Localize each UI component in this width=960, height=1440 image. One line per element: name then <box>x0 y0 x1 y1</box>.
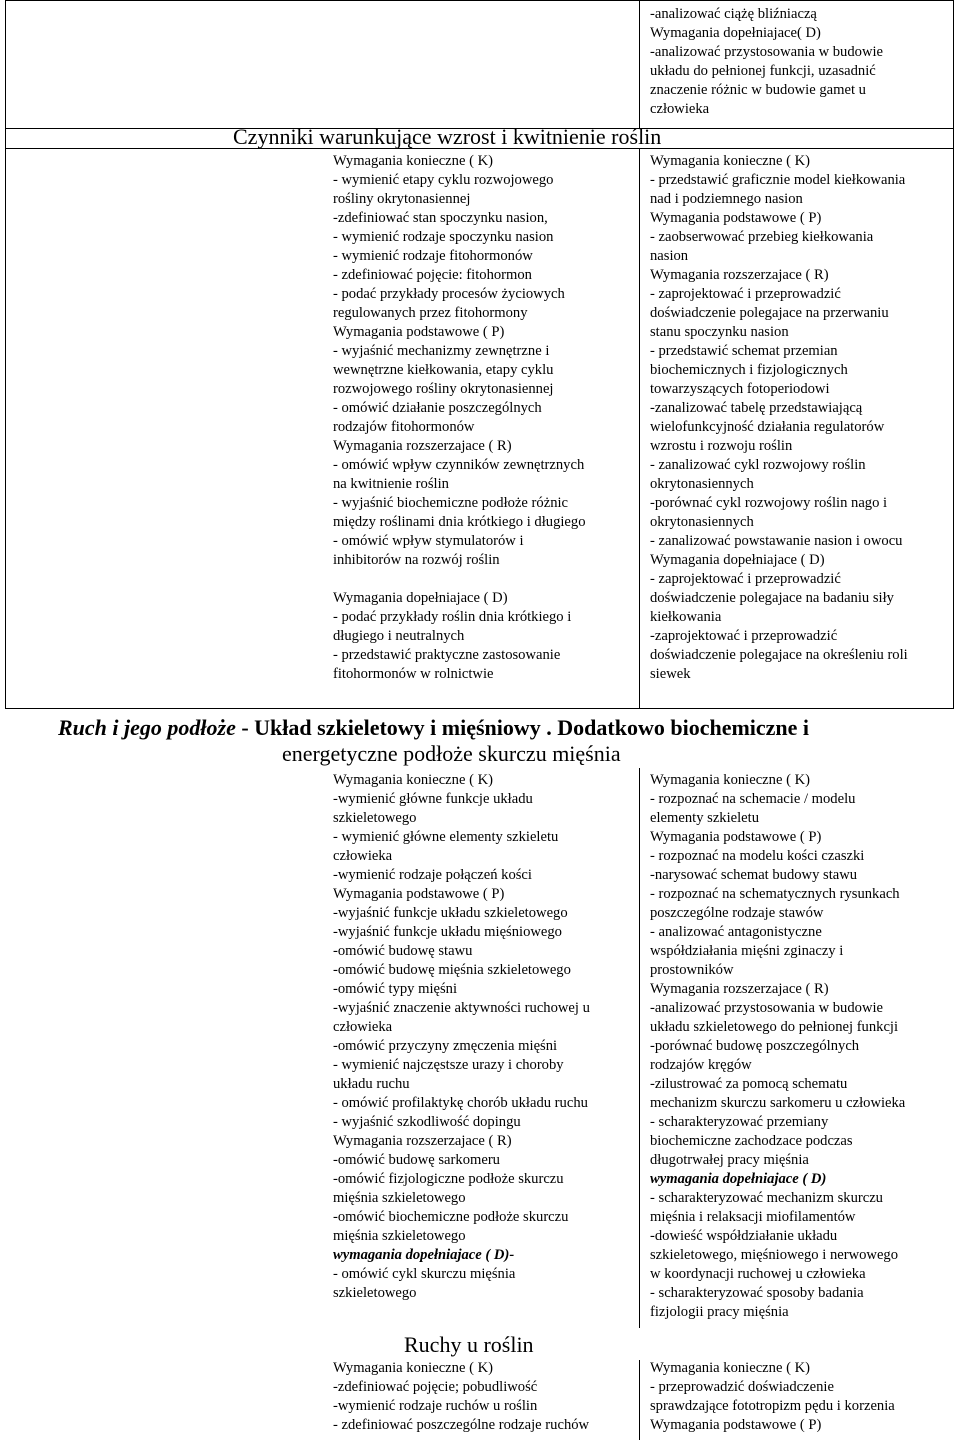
row-border-s1-bottom <box>5 708 954 709</box>
requirement-line: szkieletowego <box>333 1285 417 1301</box>
requirement-line: biochemicznych i fizjologicznych <box>650 362 848 378</box>
requirement-line: znaczenie różnic w budowie gamet u <box>650 82 866 98</box>
requirement-line: - zanalizować powstawanie nasion i owocu <box>650 533 903 549</box>
requirement-line: prostowników <box>650 962 734 978</box>
requirement-line: - scharakteryzować przemiany <box>650 1114 829 1130</box>
requirement-line: - wymienić etapy cyklu rozwojowego <box>333 172 554 188</box>
requirement-line: nasion <box>650 248 689 264</box>
requirement-line: między roślinami dnia krótkiego i długiego <box>333 514 586 530</box>
requirement-line: - omówić profilaktykę chorób układu ruchu <box>333 1095 588 1111</box>
requirement-line: - rozpoznać na schemacie / modelu <box>650 791 856 807</box>
requirement-line: okrytonasiennych <box>650 514 754 530</box>
requirement-line: - rozpoznać na modelu kości czaszki <box>650 848 865 864</box>
requirement-line: na kwitnienie roślin <box>333 476 449 492</box>
requirement-line: - zaprojektować i przeprowadzić <box>650 571 841 587</box>
requirement-line: -porównać cykl rozwojowy roślin nago i <box>650 495 888 511</box>
requirement-line: nad i podziemnego nasion <box>650 191 803 207</box>
requirement-line: -narysować schemat budowy stawu <box>650 867 858 883</box>
requirement-line: -wyjaśnić znaczenie aktywności ruchowej u <box>333 1000 590 1016</box>
requirement-line: - analizować antagonistyczne <box>650 924 822 940</box>
requirement-line: - scharakteryzować mechanizm skurczu <box>650 1190 883 1206</box>
requirement-level-heading: Wymagania dopełniajace( D) <box>650 25 821 41</box>
requirement-level-heading: Wymagania dopełniajace ( D) <box>650 552 825 568</box>
requirement-line: -wyjaśnić funkcje układu mięśniowego <box>333 924 562 940</box>
requirement-line: okrytonasiennych <box>650 476 754 492</box>
growth-right-column <box>650 152 908 684</box>
growth-left-column <box>333 152 586 684</box>
requirement-line: -omówić biochemiczne podłoże skurczu <box>333 1209 569 1225</box>
requirement-line: mięśnia i relaksacji miofilamentów <box>650 1209 856 1225</box>
requirement-line: -omówić typy mięśni <box>333 981 458 997</box>
column-divider-top <box>639 0 640 128</box>
requirement-line: - omówić cykl skurczu mięśnia <box>333 1266 516 1282</box>
requirement-line: -analizować przystosowania w budowie <box>650 44 884 60</box>
requirement-line: - wyjaśnić szkodliwość dopingu <box>333 1114 521 1130</box>
requirement-line: - scharakteryzować sposoby badania <box>650 1285 864 1301</box>
requirement-line: -porównać budowę poszczególnych <box>650 1038 860 1054</box>
requirement-level-heading: Wymagania rozszerzajace ( R) <box>333 1133 512 1149</box>
section-title-rest: - Układ szkieletowy i mięśniowy . Dodatkowo biochemiczne i <box>235 715 810 740</box>
requirement-line: mięśnia szkieletowego <box>333 1228 466 1244</box>
requirement-line: -analizować ciążę bliźniaczą <box>650 6 817 22</box>
section-title-plant-movements: Ruchy u roślin <box>404 1332 534 1357</box>
column-divider-s1 <box>639 148 640 708</box>
requirement-line: mięśnia szkieletowego <box>333 1190 466 1206</box>
requirement-line: - przeprowadzić doświadczenie <box>650 1379 834 1395</box>
requirement-line: - przedstawić graficznie model kiełkowania <box>650 172 906 188</box>
requirement-line: sprawdzające fototropizm pędu i korzenia <box>650 1398 895 1414</box>
requirement-level-heading: Wymagania konieczne ( K) <box>650 772 810 788</box>
requirement-line: regulowanych przez fitohormony <box>333 305 528 321</box>
requirement-line: -omówić przyczyny zmęczenia mięśni <box>333 1038 558 1054</box>
requirement-line: - wyjaśnić biochemiczne podłoże różnic <box>333 495 569 511</box>
requirement-line: siewek <box>650 666 691 682</box>
requirement-line: - zdefiniować pojęcie: fitohormon <box>333 267 532 283</box>
requirement-line: -omówić budowę sarkomeru <box>333 1152 500 1168</box>
requirement-line: -zanalizować tabelę przedstawiającą <box>650 400 863 416</box>
top-right-cell <box>650 5 883 119</box>
requirement-line: doświadczenie polegajace na przerwaniu <box>650 305 889 321</box>
requirement-level-heading: Wymagania konieczne ( K) <box>333 1360 493 1376</box>
section-title-italic: Ruch i jego podłoże <box>58 715 236 740</box>
requirement-line: doświadczenie polegajace na określeniu roli <box>650 647 908 663</box>
column-divider-s2 <box>639 768 640 1328</box>
requirement-level-heading: Wymagania podstawowe ( P) <box>333 886 505 902</box>
requirement-line: - omówić wpływ stymulatorów i <box>333 533 524 549</box>
requirement-line: - omówić wpływ czynników zewnętrznych <box>333 457 585 473</box>
requirement-line: w koordynacji ruchowej u człowieka <box>650 1266 866 1282</box>
requirement-line: inhibitorów na rozwój roślin <box>333 552 500 568</box>
requirement-line: - wymienić główne elementy szkieletu <box>333 829 559 845</box>
requirement-line: człowieka <box>333 1019 393 1035</box>
requirement-line: rodzajów kręgów <box>650 1057 752 1073</box>
requirement-line: -wyjaśnić funkcje układu szkieletowego <box>333 905 568 921</box>
section-title-movement-line2: energetyczne podłoże skurczu mięśnia <box>282 741 621 766</box>
requirement-line: -wymienić rodzaje ruchów u roślin <box>333 1398 538 1414</box>
border-left-s1 <box>5 0 6 708</box>
section-title-growth: Czynniki warunkujące wzrost i kwitnienie roślin <box>233 124 662 149</box>
requirement-line: - zdefiniować poszczególne rodzaje ruchów <box>333 1417 590 1433</box>
requirement-line: -omówić fizjologiczne podłoże skurczu <box>333 1171 564 1187</box>
requirement-level-heading: Wymagania konieczne ( K) <box>333 153 493 169</box>
requirement-line: - zaobserwować przebieg kiełkowania <box>650 229 874 245</box>
requirement-line: - wymienić rodzaje spoczynku nasion <box>333 229 554 245</box>
requirement-line: - omówić działanie poszczególnych <box>333 400 542 416</box>
requirement-line: fizjologii pracy mięśnia <box>650 1304 789 1320</box>
requirement-line: -zilustrować za pomocą schematu <box>650 1076 848 1092</box>
requirement-level-heading: Wymagania rozszerzajace ( R) <box>650 267 829 283</box>
requirement-level-heading: Wymagania konieczne ( K) <box>650 153 810 169</box>
requirement-line: współdziałania mięśni zginaczy i <box>650 943 844 959</box>
movement-left-column <box>333 771 590 1303</box>
plant-movements-right-column <box>650 1359 895 1435</box>
requirement-line: -wymienić główne funkcje układu <box>333 791 533 807</box>
section-title-movement <box>58 716 809 740</box>
requirement-line: -zaprojektować i przeprowadzić <box>650 628 838 644</box>
requirement-line: układu szkieletowego do pełnionej funkcji <box>650 1019 899 1035</box>
requirement-line: - przedstawić praktyczne zastosowanie <box>333 647 561 663</box>
requirement-line: elementy szkieletu <box>650 810 760 826</box>
requirement-line <box>333 570 586 589</box>
requirement-level-heading: wymagania dopełniajace ( D)- <box>333 1247 515 1263</box>
requirement-level-heading: Wymagania dopełniajace ( D) <box>333 590 508 606</box>
requirement-level-heading: Wymagania konieczne ( K) <box>650 1360 810 1376</box>
requirement-line: długotrwałej pracy mięśnia <box>650 1152 809 1168</box>
requirement-line: szkieletowego, mięśniowego i nerwowego <box>650 1247 899 1263</box>
row-border-top <box>5 0 954 1</box>
requirement-line: doświadczenie polegajace na badaniu siły <box>650 590 894 606</box>
requirement-line: wzrostu i rozwoju roślin <box>650 438 793 454</box>
requirement-line: stanu spoczynku nasion <box>650 324 789 340</box>
requirement-line: rodzajów fitohormonów <box>333 419 475 435</box>
plant-movements-left-column <box>333 1359 589 1435</box>
requirement-line: - przedstawić schemat przemian <box>650 343 838 359</box>
requirement-line: człowieka <box>650 101 710 117</box>
requirement-line: człowieka <box>333 848 393 864</box>
requirement-line: -omówić budowę stawu <box>333 943 473 959</box>
requirement-level-heading: Wymagania podstawowe ( P) <box>650 829 822 845</box>
requirement-line: -zdefiniować pojęcie; pobudliwość <box>333 1379 538 1395</box>
requirement-line: towarzyszących fotoperiodowi <box>650 381 830 397</box>
requirement-line: - podać przykłady roślin dnia krótkiego i <box>333 609 572 625</box>
requirement-level-heading: Wymagania podstawowe ( P) <box>333 324 505 340</box>
requirement-level-heading: Wymagania podstawowe ( P) <box>650 1417 822 1433</box>
requirement-line: wielofunkcyjność działania regulatorów <box>650 419 885 435</box>
requirement-level-heading: Wymagania konieczne ( K) <box>333 772 493 788</box>
border-right-s1 <box>953 0 954 708</box>
requirement-level-heading: Wymagania podstawowe ( P) <box>650 210 822 226</box>
requirement-line: - wyjaśnić mechanizmy zewnętrzne i <box>333 343 550 359</box>
requirement-line: - wymienić najczęstsze urazy i choroby <box>333 1057 564 1073</box>
requirement-line: - zanalizować cykl rozwojowy roślin <box>650 457 866 473</box>
requirement-line: rozwojowego rośliny okrytonasiennej <box>333 381 554 397</box>
requirement-level-heading: Wymagania rozszerzajace ( R) <box>333 438 512 454</box>
requirement-line: szkieletowego <box>333 810 417 826</box>
requirement-line: kiełkowania <box>650 609 722 625</box>
movement-right-column <box>650 771 905 1322</box>
requirement-line: długiego i neutralnych <box>333 628 465 644</box>
requirement-level-heading: Wymagania rozszerzajace ( R) <box>650 981 829 997</box>
requirement-line: -wymienić rodzaje połączeń kości <box>333 867 532 883</box>
requirement-line: - podać przykłady procesów życiowych <box>333 286 565 302</box>
column-divider-s3 <box>639 1360 640 1440</box>
requirement-line: mechanizm skurczu sarkomeru u człowieka <box>650 1095 906 1111</box>
requirement-line: układu ruchu <box>333 1076 410 1092</box>
requirement-line: - rozpoznać na schematycznych rysunkach <box>650 886 900 902</box>
requirement-line: -zdefiniować stan spoczynku nasion, <box>333 210 548 226</box>
requirement-line: wewnętrzne kiełkowania, etapy cyklu <box>333 362 554 378</box>
requirement-line: układu do pełnionej funkcji, uzasadnić <box>650 63 876 79</box>
requirement-level-heading: wymagania dopełniajace ( D) <box>650 1171 827 1187</box>
requirement-line: rośliny okrytonasiennej <box>333 191 471 207</box>
requirement-line: fitohormonów w rolnictwie <box>333 666 494 682</box>
requirement-line: -omówić budowę mięśnia szkieletowego <box>333 962 571 978</box>
requirement-line: -analizować przystosowania w budowie <box>650 1000 884 1016</box>
requirement-line: poszczególne rodzaje stawów <box>650 905 824 921</box>
requirement-line: -dowieść współdziałanie układu <box>650 1228 838 1244</box>
requirement-line: - wymienić rodzaje fitohormonów <box>333 248 533 264</box>
requirement-line: - zaprojektować i przeprowadzić <box>650 286 841 302</box>
requirement-line: biochemiczne zachodzace podczas <box>650 1133 853 1149</box>
